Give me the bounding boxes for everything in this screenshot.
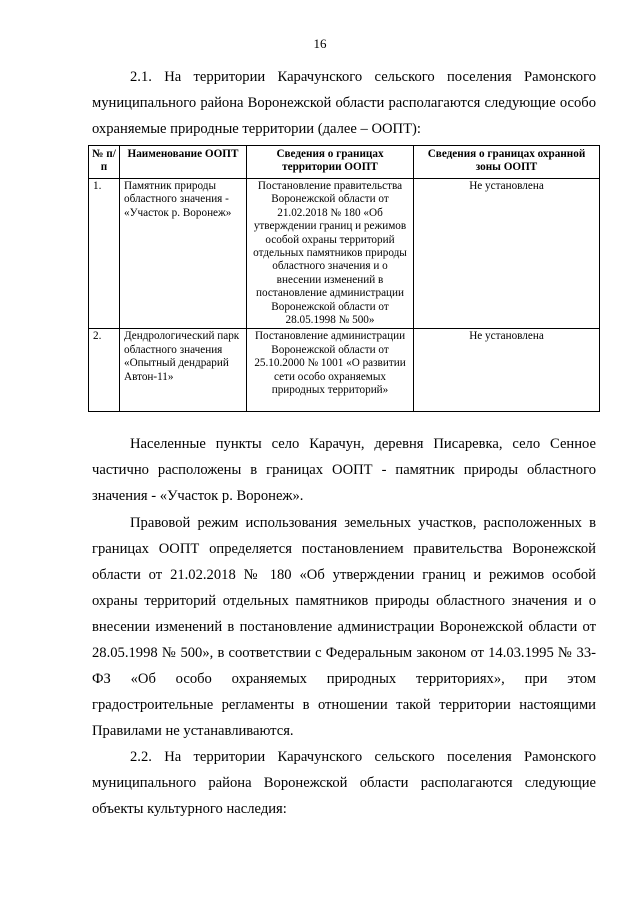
section-2-2-paragraph (92, 744, 596, 822)
row-name: Дендрологический парк областного значения «Опытный дендрарий Автон-11» (120, 329, 247, 412)
header-num: № п/п (89, 146, 120, 179)
row-borders: Постановление правительства Воронежской области от 21.02.2018 № 180 «Об утверждении границ и режимов особой охраны территорий отдельных памятников природы областного значения и о внесении изменений в постановление администрации Воронежской области от 28.05.1998 № 500» (247, 179, 414, 329)
section-2-1-paragraph (92, 64, 596, 142)
row-borders: Постановление администрации Воронежской области от 25.10.2000 № 1001 «О развитии сети особо охраняемых природных территорий» (247, 329, 414, 412)
page-number: 16 (313, 36, 327, 51)
row-num: 1. (89, 179, 120, 329)
settlements-paragraph (92, 431, 596, 509)
table-header-row (89, 146, 600, 179)
section-2-2-text: 2.2. На территории Карачунского сельского поселения Рамонского муниципального района Воронежской области располагаются следующие объекты культурного наследия: (92, 749, 596, 817)
row-zone: Не установлена (414, 329, 600, 412)
table-row (89, 179, 600, 329)
table-row (89, 329, 600, 412)
header-name: Наименование ООПТ (120, 146, 247, 179)
settlements-text: Населенные пункты село Карачун, деревня Писаревка, село Сенное частично расположены в границах ООПТ - памятник природы областного значения - «Участок р. Воронеж». (92, 436, 596, 504)
row-name: Памятник природы областного значения - «Участок р. Воронеж» (120, 179, 247, 329)
section-2-1-text: 2.1. На территории Карачунского сельского поселения Рамонского муниципального района Воронежской области располагаются следующие особо охраняемые природные территории (далее – ООПТ): (92, 69, 596, 137)
legal-regime-paragraph (92, 510, 596, 744)
oopt-table (88, 145, 600, 412)
header-borders: Сведения о границах территории ООПТ (247, 146, 414, 179)
row-zone: Не установлена (414, 179, 600, 329)
legal-regime-text: Правовой режим использования земельных участков, расположенных в границах ООПТ определяется постановлением правительства Воронежской области от 21.02.2018 № 180 «Об утверждении границ и режимов особой охраны территорий отдельных памятников природы областного значения и о внесении изменений в постановление администрации Воронежской области от 28.05.1998 № 500», в соответствии с Федеральным законом от 14.03.1995 № 33-ФЗ «Об особо охраняемых природных территориях», при этом градостроительные регламенты в отношении такой территории настоящими Правилами не устанавливаются. (92, 515, 596, 739)
header-zone: Сведения о границах охранной зоны ООПТ (414, 146, 600, 179)
row-num: 2. (89, 329, 120, 412)
